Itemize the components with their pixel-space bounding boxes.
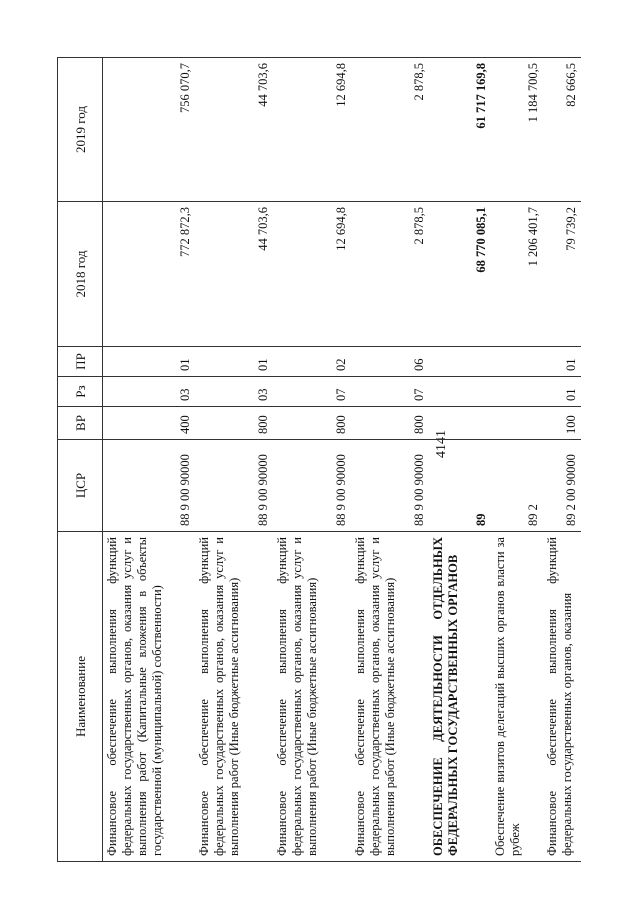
row-csr: 89 2 [491, 440, 543, 532]
row-2018: 44 703,6 [195, 202, 273, 347]
row-2019: 61 717 169,8 [429, 58, 491, 202]
header-rz: Рз [58, 377, 103, 407]
row-name: ОБЕСПЕЧЕНИЕ ДЕЯТЕЛЬНОСТИ ОТДЕЛЬНЫХ ФЕДЕРАЛЬНЫХ ГОСУДАРСТВЕННЫХ ОРГАНОВ [429, 532, 491, 862]
row-vr: 800 [273, 407, 351, 440]
row-csr: 89 2 00 90000 [543, 440, 581, 532]
row-name: Финансовое обеспечение выполнения функций федеральных государственных органов, оказания услуг и выполнения работ (Иные бюджетные ассигнования) [351, 532, 429, 862]
row-pr: 01 [103, 347, 195, 377]
table-row [273, 58, 351, 862]
row-rz: 03 [195, 377, 273, 407]
header-pr: ПР [58, 347, 103, 377]
row-csr: 88 9 00 90000 [195, 440, 273, 532]
table-row [491, 58, 543, 862]
row-2018: 1 206 401,7 [491, 202, 543, 347]
header-csr: ЦСР [58, 440, 103, 532]
row-vr: 800 [195, 407, 273, 440]
row-pr [491, 347, 543, 377]
row-csr: 88 9 00 90000 [351, 440, 429, 532]
table-row [103, 58, 195, 862]
row-pr [429, 347, 491, 377]
row-csr: 89 [429, 440, 491, 532]
row-pr: 06 [351, 347, 429, 377]
row-rz: 01 [543, 377, 581, 407]
row-2018: 79 739,2 [543, 202, 581, 347]
row-rz [429, 377, 491, 407]
row-name: Обеспечение визитов делегаций высших органов власти за рубеж [491, 532, 543, 862]
table-row-section [429, 58, 491, 862]
row-csr: 88 9 00 90000 [273, 440, 351, 532]
row-name: Финансовое обеспечение выполнения функций федеральных государственных органов, оказания услуг и выполнения работ (Капитальные вложения в объекты государственной (муниципальной) собственности) [103, 532, 195, 862]
row-rz: 03 [103, 377, 195, 407]
row-2018: 12 694,8 [273, 202, 351, 347]
header-name: Наименование [58, 532, 103, 862]
row-vr [491, 407, 543, 440]
row-2019: 44 703,6 [195, 58, 273, 202]
row-2018: 772 872,3 [103, 202, 195, 347]
row-vr [429, 407, 491, 440]
row-csr: 88 9 00 90000 [103, 440, 195, 532]
row-2019: 12 694,8 [273, 58, 351, 202]
header-vr: ВР [58, 407, 103, 440]
row-vr: 100 [543, 407, 581, 440]
row-2018: 68 770 085,1 [429, 202, 491, 347]
row-rz: 07 [273, 377, 351, 407]
table-header-row [58, 58, 103, 862]
row-2019: 1 184 700,5 [491, 58, 543, 202]
budget-table [57, 57, 581, 862]
row-2019: 82 666,5 [543, 58, 581, 202]
row-rz: 07 [351, 377, 429, 407]
row-pr: 02 [273, 347, 351, 377]
row-name: Финансовое обеспечение выполнения функций федеральных государственных органов, оказания [543, 532, 581, 862]
table-row [543, 58, 581, 862]
page-number: 4141 [434, 430, 449, 458]
header-2019: 2019 год [58, 58, 103, 202]
row-2019: 756 070,7 [103, 58, 195, 202]
row-name: Финансовое обеспечение выполнения функций федеральных государственных органов, оказания услуг и выполнения работ (Иные бюджетные ассигнования) [195, 532, 273, 862]
row-rz [491, 377, 543, 407]
row-pr: 01 [195, 347, 273, 377]
rotated-table-container [57, 58, 590, 862]
row-vr: 800 [351, 407, 429, 440]
row-2019: 2 878,5 [351, 58, 429, 202]
row-pr: 01 [543, 347, 581, 377]
table-row [195, 58, 273, 862]
row-2018: 2 878,5 [351, 202, 429, 347]
header-2018: 2018 год [58, 202, 103, 347]
row-name: Финансовое обеспечение выполнения функций федеральных государственных органов, оказания услуг и выполнения работ (Иные бюджетные ассигнования) [273, 532, 351, 862]
table-row [351, 58, 429, 862]
row-vr: 400 [103, 407, 195, 440]
